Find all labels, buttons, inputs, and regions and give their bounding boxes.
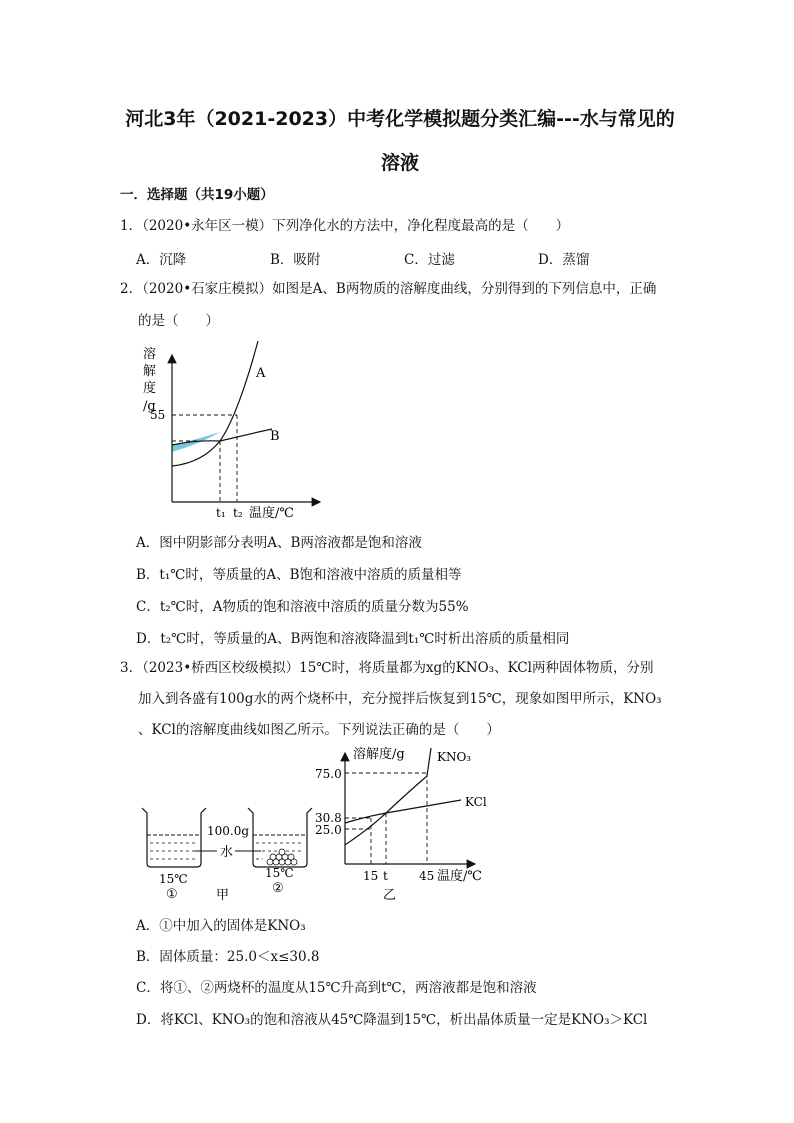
question-3-stem-line-3: 、KCl的溶解度曲线如图乙所示。下列说法正确的是（ ） — [138, 722, 500, 738]
y-tick-30-8: 30.8 — [315, 811, 342, 825]
y-tick-55: 55 — [150, 408, 166, 422]
question-2-option-d: D．t₂℃时，等质量的A、B两饱和溶液降温到t₁℃时析出溶质的质量相同 — [136, 631, 570, 647]
question-2-option-c: C．t₂℃时，A物质的饱和溶液中溶质的质量分数为55% — [136, 599, 469, 615]
beaker-1-number: ① — [166, 887, 178, 902]
question-3-stem-line-2: 加入到各盛有100g水的两个烧杯中，充分搅拌后恢复到15℃，现象如图甲所示，KNO₃ — [138, 691, 662, 707]
water-label: 水 — [220, 845, 234, 860]
question-2-stem-line-2: 的是（ ） — [138, 313, 219, 329]
beaker-1 — [142, 808, 206, 867]
beaker-1-temperature: 15℃ — [159, 872, 188, 886]
question-2-option-b: B．t₁℃时，等质量的A、B饱和溶液中溶质的质量相等 — [136, 567, 462, 583]
curve-kno3-label: KNO₃ — [437, 750, 472, 764]
document-title-line-1: 河北3年（2021-2023）中考化学模拟题分类汇编---水与常见的 — [125, 108, 675, 130]
curve-kcl-label: KCl — [465, 795, 487, 809]
curve-b-label: B — [270, 429, 280, 444]
question-2-option-a: A．图中阴影部分表明A、B两溶液都是饱和溶液 — [136, 535, 422, 551]
chart2-y-label: 溶解度/g — [353, 747, 405, 762]
question-3-option-a: A．①中加入的固体是KNO₃ — [136, 918, 306, 934]
caption-yi: 乙 — [383, 888, 397, 903]
chart2-x-label: 温度/℃ — [437, 869, 482, 884]
question-2-stem-line-1: 2．（2020•石家庄模拟）如图是A、B两物质的溶解度曲线，分别得到的下列信息中，正确 — [120, 281, 657, 297]
x-axis-label: 温度/℃ — [249, 506, 294, 521]
question-1-option-c: C．过滤 — [404, 252, 455, 268]
y-label-char-2: 解 — [143, 364, 157, 379]
document-title-line-2: 溶液 — [380, 152, 419, 174]
x-tick-t1: t₁ — [216, 506, 226, 520]
y-label-char-4: /g — [143, 399, 156, 414]
question-1-stem: 1．（2020•永年区一模）下列净化水的方法中，净化程度最高的是（ ） — [120, 218, 570, 234]
question-3-stem-line-1: 3．（2023•桥西区校级模拟）15℃时，将质量都为xg的KNO₃、KCl两种固体物质，分别 — [120, 660, 654, 676]
x-tick-t: t — [383, 869, 388, 883]
beaker-2 — [248, 808, 312, 867]
question-3-option-b: B．固体质量：25.0＜x≤30.8 — [136, 949, 320, 965]
figure-beakers-and-solubility — [135, 743, 505, 905]
y-label-char-1: 溶 — [143, 347, 157, 362]
x-tick-15: 15 — [363, 869, 379, 883]
curve-a-label: A — [256, 366, 266, 381]
beaker-2-number: ② — [272, 881, 284, 896]
curve-kno3 — [345, 748, 431, 845]
figure-solubility-curve-a-b — [130, 335, 340, 525]
question-1-option-b: B．吸附 — [270, 252, 321, 268]
y-tick-75: 75.0 — [315, 767, 342, 781]
curve-kcl — [345, 800, 461, 823]
y-label-char-3: 度 — [143, 381, 157, 396]
question-1-option-d: D．蒸馏 — [538, 252, 590, 268]
caption-jia: 甲 — [216, 888, 230, 903]
question-3-option-d: D．将KCl、KNO₃的饱和溶液从45℃降温到15℃，析出晶体质量一定是KNO₃＞KCl — [136, 1012, 648, 1028]
section-heading: 一．选择题（共19小题） — [120, 187, 274, 203]
beaker-2-temperature: 15℃ — [265, 866, 294, 880]
water-mass-label: 100.0g — [207, 824, 250, 838]
y-tick-25: 25.0 — [315, 823, 342, 837]
question-1-option-a: A．沉降 — [136, 252, 187, 268]
undissolved-solid — [267, 849, 297, 865]
x-tick-t2: t₂ — [233, 506, 243, 520]
question-3-option-c: C．将①、②两烧杯的温度从15℃升高到t℃，两溶液都是饱和溶液 — [136, 980, 537, 996]
x-tick-45: 45 — [419, 869, 435, 883]
